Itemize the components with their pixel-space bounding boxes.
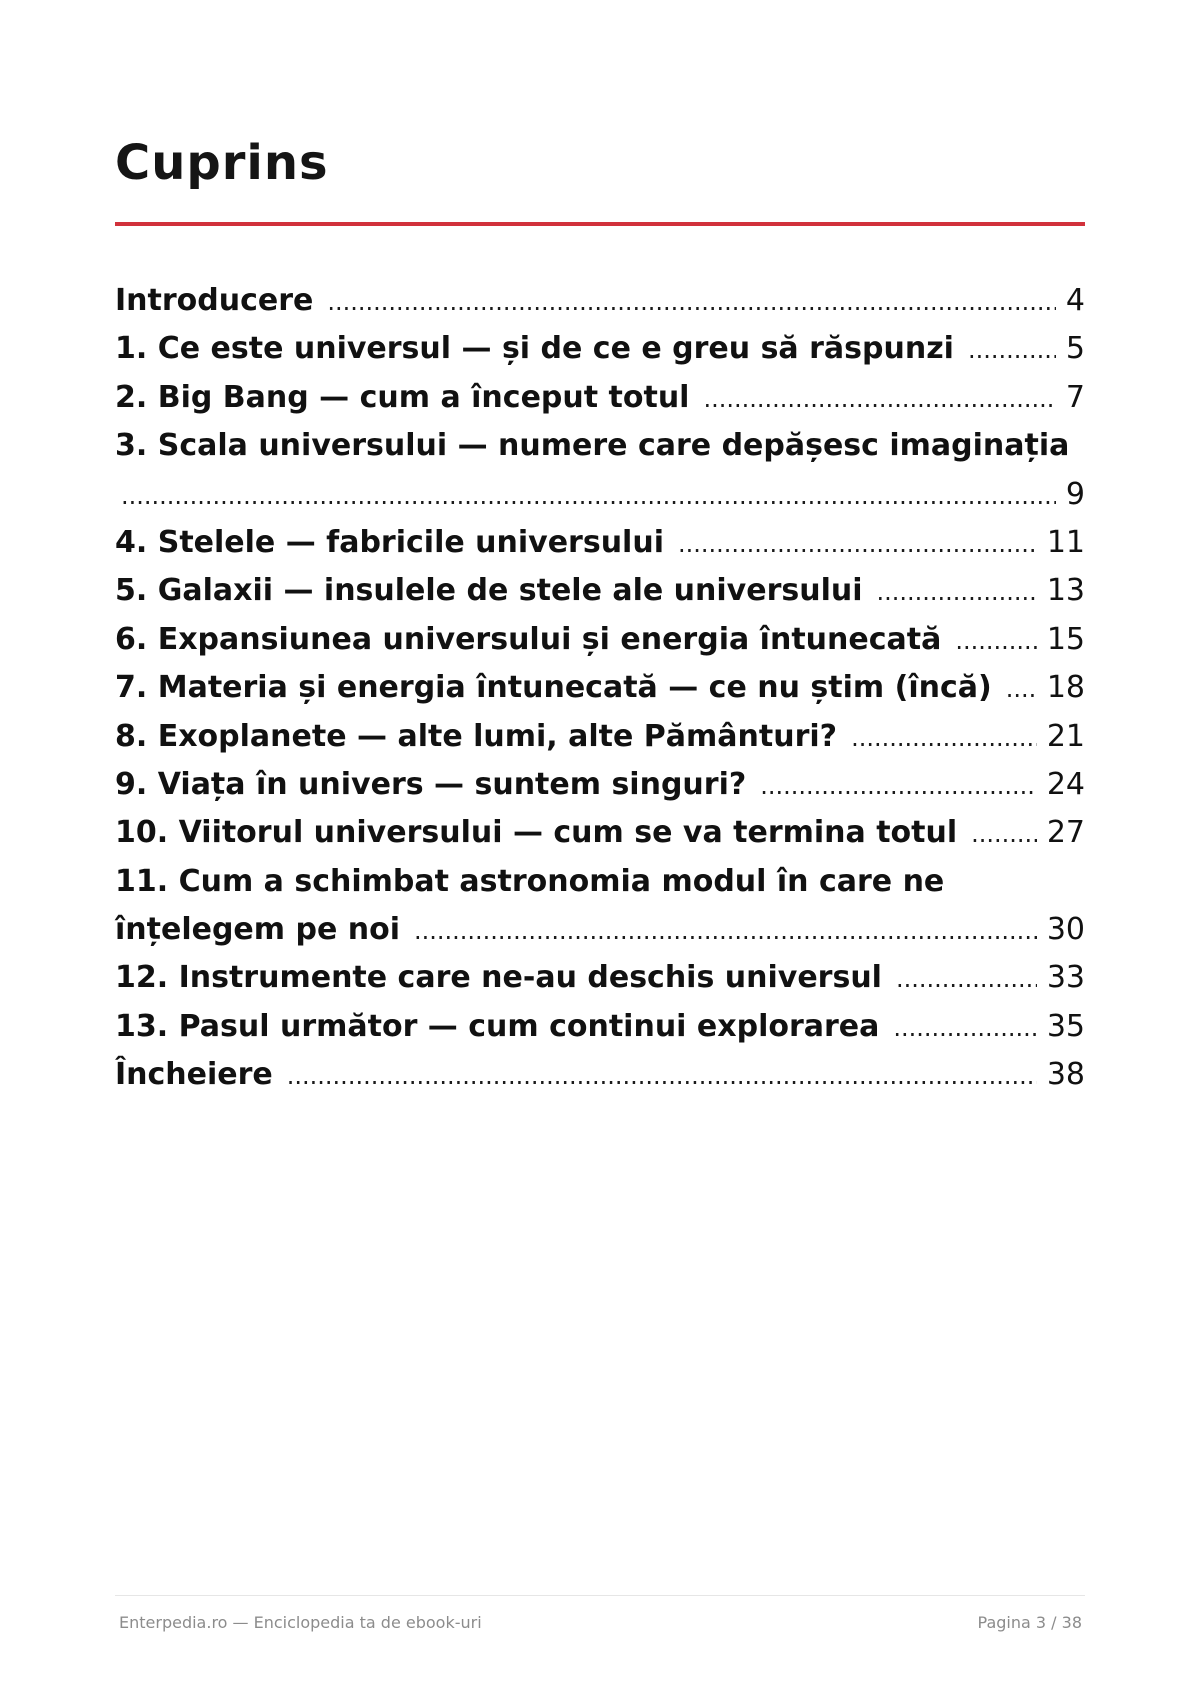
toc-entry-label: Încheiere (115, 1057, 273, 1093)
toc-entry-label: 5. Galaxii — insulele de stele ale universului (115, 573, 863, 609)
toc-entry-page: 24 (1046, 766, 1085, 802)
footer-divider (115, 1595, 1085, 1596)
toc-entry-introducere[interactable] (115, 277, 1085, 325)
toc-dot-leader (893, 1004, 1036, 1052)
toc-entry-page: 7 (1065, 379, 1085, 415)
toc-entry-label: 6. Expansiunea universului și energia întunecată (115, 621, 942, 657)
toc-entry-incheiere[interactable] (115, 1051, 1085, 1099)
toc-dot-leader (968, 326, 1056, 374)
toc-entry-label: 2. Big Bang — cum a început totul (115, 379, 690, 415)
toc-entry-10[interactable] (115, 809, 1085, 857)
toc-entry-page: 4 (1065, 283, 1085, 318)
toc-dot-leader (703, 375, 1055, 423)
toc-entry-5[interactable] (115, 567, 1085, 615)
footer-site-name: Enterpedia.ro — Enciclopedia ta de ebook-uri (119, 1613, 482, 1632)
toc-entry-label: 1. Ce este universul — și de ce e greu să răspunzi (115, 331, 954, 367)
page-title: Cuprins (115, 135, 329, 191)
toc-entry-label: 11. Cum a schimbat astronomia modul în care ne (115, 863, 945, 899)
toc-dot-leader (955, 617, 1036, 665)
toc-entry-6[interactable] (115, 616, 1085, 664)
toc-dot-leader (1006, 665, 1037, 713)
toc-dot-leader (971, 810, 1037, 858)
toc-entry-4[interactable] (115, 519, 1085, 567)
footer-page-number: Pagina 3 / 38 (977, 1613, 1082, 1632)
toc-entry-label: 13. Pasul următor — cum continui explorarea (115, 1008, 880, 1044)
toc-entry-label: 8. Exoplanete — alte lumi, alte Pământuri? (115, 718, 838, 754)
toc-entry-9[interactable] (115, 761, 1085, 809)
toc-entry-11[interactable] (115, 858, 1085, 955)
toc-entry-2[interactable] (115, 374, 1085, 422)
toc-entry-12[interactable] (115, 954, 1085, 1002)
toc-dot-leader (896, 955, 1037, 1003)
toc-entry-label: 9. Viața în univers — suntem singuri? (115, 766, 747, 802)
toc-entry-page: 5 (1065, 331, 1085, 367)
toc-dot-leader (760, 762, 1037, 810)
toc-entry-page: 21 (1046, 718, 1085, 754)
toc-entry-page: 18 (1046, 670, 1085, 706)
toc-entry-label: 10. Viitorul universului — cum se va termina totul (115, 815, 958, 851)
toc-entry-page: 38 (1046, 1057, 1085, 1093)
toc-dot-leader (414, 907, 1037, 955)
toc-entry-page: 15 (1046, 621, 1085, 657)
toc-entry-13[interactable] (115, 1003, 1085, 1051)
toc-dot-leader (287, 1052, 1037, 1100)
toc-entry-page: 30 (1046, 912, 1085, 948)
toc-entry-1[interactable] (115, 325, 1085, 373)
toc-dot-leader (851, 714, 1037, 762)
toc-entry-label: Introducere (115, 283, 314, 318)
toc-entry-page: 35 (1046, 1008, 1085, 1044)
toc-dot-leader (121, 472, 1056, 520)
toc-entry-label: 12. Instrumente care ne-au deschis universul (115, 960, 882, 996)
toc-dot-leader (877, 568, 1037, 616)
toc-entry-label-continued: înțelegem pe noi (115, 912, 400, 948)
table-of-contents (115, 277, 1085, 1100)
toc-entry-page: 27 (1046, 815, 1085, 851)
toc-entry-label: 7. Materia și energia întunecată — ce nu știm (încă) (115, 670, 992, 706)
toc-entry-page: 13 (1046, 573, 1085, 609)
toc-entry-page: 33 (1046, 960, 1085, 996)
title-divider (115, 222, 1085, 226)
toc-dot-leader (327, 278, 1056, 326)
toc-entry-3[interactable] (115, 422, 1085, 519)
toc-dot-leader (678, 520, 1037, 568)
toc-entry-8[interactable] (115, 713, 1085, 761)
toc-entry-7[interactable] (115, 664, 1085, 712)
toc-entry-label: 4. Stelele — fabricile universului (115, 524, 664, 560)
toc-entry-page: 11 (1046, 524, 1085, 560)
toc-entry-page: 9 (1065, 476, 1085, 512)
toc-entry-label: 3. Scala universului — numere care depășesc imaginația (115, 428, 1070, 464)
